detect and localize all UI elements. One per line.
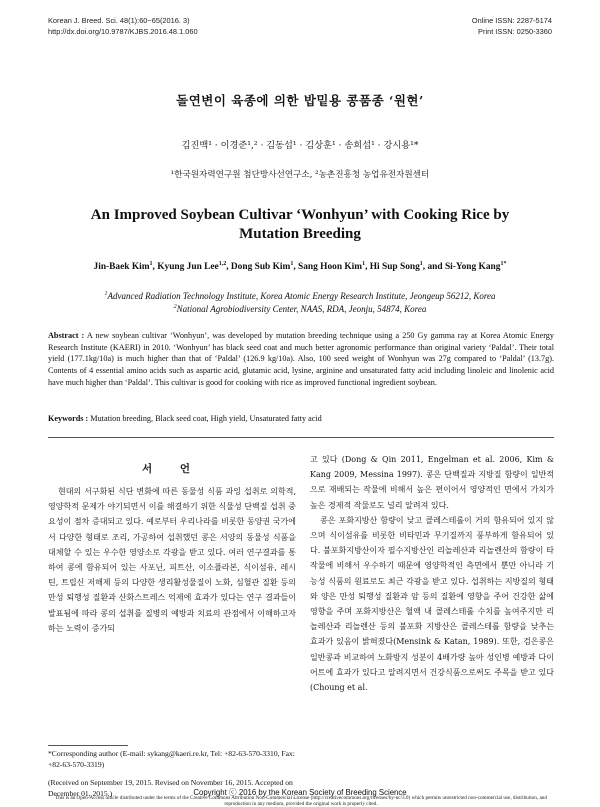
online-issn: Online ISSN: 2287-5174 <box>471 16 552 25</box>
author-name: Hi Sup Song <box>369 262 420 272</box>
abstract-text: A new soybean cultivar ‘Wonhyun’, was developed by mutation breeding technique using a 250 Gy gamma ray at Korea Atomic Energy Research Institute (KAERI) in 2010. ‘Wonhyun’ has black seed coat and much better agronomic performance than original variety ‘Paldal’. Their total yield (177.1kg/10a) is much higher than that of ‘Paldal’ (126.9 kg/10a). Also, 100 seed weight of Wonhyun was 27g compared to ‘Paldal’ (13.7g). Contents of 4 essential amino acids such as aspartic acid, glutamic acid, lysine, arginine and unsaturated fatty acid including linoleic and linolenic acid have much higher than ‘Paldal’. This cultivar is good for cooking with rice as improved functional ingredient soybean. <box>48 331 554 387</box>
author-affil-mark: 1 <box>290 260 294 267</box>
author-name: Si-Yong Kang <box>444 262 501 272</box>
author-affil-mark: 1* <box>500 260 507 267</box>
english-affiliations <box>40 290 560 316</box>
section-heading-introduction: 서 언 <box>142 463 202 475</box>
korean-affiliation: ¹한국원자력연구원 첨단방사선연구소, ²농촌진흥청 농업유전자원센터 <box>170 170 430 180</box>
korean-title: 돌연변이 육종에 의한 밥밑용 콩품종 ‘원현’ <box>176 93 424 108</box>
copyright-line: Copyright ⓒ 2016 by the Korean Society of Breeding Science <box>193 788 407 797</box>
author-name: Jin-Baek Kim <box>93 262 150 272</box>
author-affil-mark: 1 <box>149 260 153 267</box>
author-conjunction: and <box>427 262 443 272</box>
author-affil-mark: 1,2 <box>218 260 227 267</box>
keywords-label: Keywords : <box>48 414 89 423</box>
affiliation-1: $^1$Advanced Radiation Technology Institute, Korea Atomic Energy Research Institute, Jeongeup 56212, Korea <box>104 291 496 301</box>
footnote-divider <box>48 745 128 746</box>
affil-mark: 2 <box>173 304 177 310</box>
affil-mark: 1 <box>104 291 108 297</box>
author-name: Sang Hoon Kim <box>298 262 363 272</box>
received-dates: (Received on September 19, 2015. Revised on November 16, 2015. Accepted on December 01, 2015.) <box>48 778 293 798</box>
korean-authors: 김진백¹ · 이경준¹,² · 김동섭¹ · 김상훈¹ · 송희섭¹ · 강시용¹* <box>181 140 419 151</box>
author-name: Dong Sub Kim <box>230 262 291 272</box>
divider <box>48 437 554 438</box>
header-left <box>48 16 198 37</box>
author-affil-mark: 1 <box>362 260 366 267</box>
body-column-right <box>310 452 554 782</box>
journal-reference: Korean J. Breed. Sci. 48(1):60~65(2016. 3) <box>48 16 190 25</box>
body-paragraph: 고 있다 (Dong & Qin 2011, Engelman et al. 2006, Kim & Kang 2009, Messina 1997). 콩은 단백질과 지방질 함량이 일반적으로 재배되는 작물에 비해서 높은 편이어서 영양적인 면에서 가치가 높은 경제적 작물로도 널리 알려져 있다. <box>310 455 554 510</box>
print-issn: Print ISSN: 0250-3360 <box>478 26 552 36</box>
header-right <box>472 16 552 37</box>
keywords-text: Mutation breeding, Black seed coat, High yield, Unsaturated fatty acid <box>90 414 322 423</box>
body-paragraph: 현대의 서구화된 식단 변화에 따른 동물성 식품 과잉 섭취로 의학적, 영양학적 문제가 야기되면서 이를 해결하기 위한 식물성 단백질 섭취 중요성이 점차 증대되고 있다. 예로부터 우리나라를 비롯한 동양권 국가에서 다양한 형태로 조리, 가공하여 섭취했던 콩은 서양의 동물성 식품을 대체할 수 있는 우수한 영양소로 각광을 받고 있다. 여러 연구결과를 통하여 콩에 함유되어 있는 사포닌, 피트산, 이소플라본, 식이섬유, 레시틴, 트립신 저해제 등의 다양한 생리활성물질이 노화, 심혈관 질환 등의 만성 퇴행성 질환과 산화스트레스 억제에 효과가 있다는 연구 결과들이 발표됨에 따라 콩의 섭취를 질병의 예방과 치료의 관점에서 이해하고자 하는 노력이 증가되 <box>48 487 296 633</box>
abstract <box>48 330 554 389</box>
affiliation-2: $^2$National Agrobiodiversity Center, NAAS, RDA, Jeonju, 54874, Korea <box>173 304 427 314</box>
abstract-label: Abstract : <box>48 331 85 340</box>
english-authors: Jin-Baek Kim$^1$, Kyung Jun Lee$^{1,2}$, Dong Sub Kim$^1$, Sang Hoon Kim$^1$, Hi Sup Song$^1$, and Si-Yong Kang$^{1*}$ <box>93 260 507 272</box>
body-paragraph: 콩은 포화지방산 함량이 낮고 콜레스테롤이 거의 함유되어 있지 않으며 식이섬유를 비롯한 비타민과 무기질까지 풍부하게 함유되어 있다. 불포화지방산이자 필수지방산인 리놀레산과 리놀렌산의 함량이 타 작물에 비해서 우수하기 때문에 영양학적인 측면에서 뿐만 아니라 기능성 식품의 원료로도 최근 각광을 받고 있다. 섭취하는 지방질의 형태와 양은 만성 퇴행성 질환과 암 등의 질환에 영향을 주어 건강한 삶에 영향을 주며 포화지방산은 혈액 내 콜레스테롤 수치를 높여주지만 리놀레산과 리놀렌산 등의 불포화 지방산은 콜레스테롤 함량을 낮추는 효과가 있음이 밝혀졌다(Mensink & Katan, 1989). 또한, 검은콩은 일반콩과 비교하여 노화방지 성분이 4배가량 높아 성인병 예방과 다이어트에 효과가 있다고 알려지면서 건강식품으로써도 주목을 받고 있다(Choung et al. <box>310 515 554 693</box>
keywords <box>48 413 554 425</box>
author-affil-mark: 1 <box>419 260 423 267</box>
doi-link[interactable]: http://dx.doi.org/10.9787/KJBS.2016.48.1.060 <box>48 26 198 36</box>
body-column-left <box>48 484 296 746</box>
author-name: Kyung Jun Lee <box>157 262 219 272</box>
license-text: This is an Open-Access article distributed under the terms of the Creative Commons Attribution Non-Commercial License (http://creativecommons.org/licenses/by-nc/3.0) which permits unrestricted non-commercial use, distribution, and reproduction in any medium, provided the original work is properly cited. <box>55 795 547 807</box>
english-title: An Improved Soybean Cultivar ‘Wonhyun’ with Cooking Rice by Mutation Breeding <box>90 207 510 242</box>
corresponding-author-footnote: *Corresponding author (E-mail: sykang@kaeri.re.kr, Tel: +82-63-570-3310, Fax: +82-63-570-3319) <box>48 749 295 769</box>
